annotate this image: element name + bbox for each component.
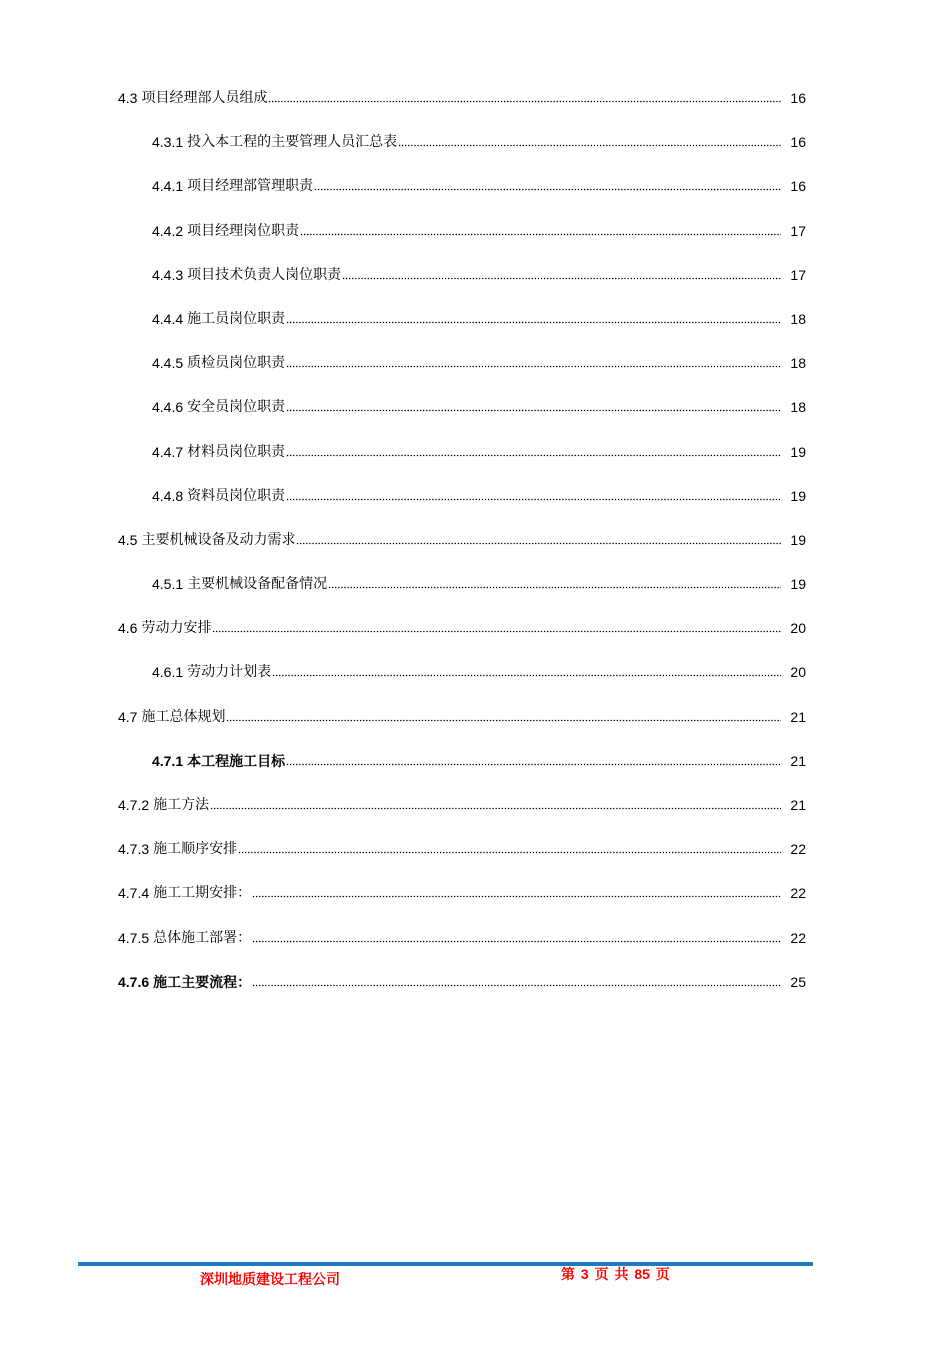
toc-entry-title: 材料员岗位职责 xyxy=(187,443,286,460)
toc-entry[interactable] xyxy=(0,485,950,529)
toc-entry-number: 4.7.3 xyxy=(118,841,150,858)
toc-entry[interactable] xyxy=(0,617,950,661)
toc-dot-leader xyxy=(272,661,781,677)
toc-dot-leader xyxy=(268,87,781,103)
toc-entry-number: 4.3 xyxy=(118,90,138,106)
toc-entry-page: 20 xyxy=(790,664,806,681)
toc-entry-number: 4.7.5 xyxy=(118,929,150,946)
toc-entry-title: 施工顺序安排 xyxy=(153,841,238,858)
toc-entry-page: 21 xyxy=(790,708,806,725)
toc-entry-title: 主要机械设备配备情况 xyxy=(187,576,328,593)
toc-entry-page: 16 xyxy=(790,178,806,195)
toc-entry-number: 4.4.1 xyxy=(152,178,184,195)
toc-entry[interactable] xyxy=(0,396,950,440)
toc-entry-page: 17 xyxy=(790,266,806,283)
toc-entry-page: 19 xyxy=(790,576,806,593)
toc-dot-leader xyxy=(238,838,781,854)
toc-entry-title: 项目经理部管理职责 xyxy=(187,178,314,195)
toc-entry[interactable] xyxy=(0,927,950,971)
toc-dot-leader xyxy=(286,396,781,412)
toc-entry-number: 4.4.7 xyxy=(152,443,184,460)
toc-dot-leader xyxy=(398,131,781,147)
toc-dot-leader xyxy=(252,927,781,943)
toc-entry-title: 施工方法 xyxy=(153,797,210,813)
toc-entry[interactable] xyxy=(0,352,950,396)
toc-entry-number: 4.4.5 xyxy=(152,355,184,372)
toc-entry[interactable] xyxy=(0,175,950,219)
toc-entry-title: 项目技术负责人岗位职责 xyxy=(187,266,342,283)
toc-entry-page: 21 xyxy=(790,797,806,813)
toc-entry-title: 项目经理部人员组成 xyxy=(141,90,268,106)
toc-entry[interactable] xyxy=(0,529,950,573)
toc-entry-title: 劳动力安排 xyxy=(141,620,212,637)
toc-entry-title: 资料员岗位职责 xyxy=(187,487,286,504)
toc-entry-number: 4.5.1 xyxy=(152,576,184,593)
toc-entry[interactable] xyxy=(0,573,950,617)
toc-entry-number: 4.7.6 xyxy=(118,973,150,990)
toc-entry-page: 22 xyxy=(790,929,806,946)
footer-divider xyxy=(78,1262,813,1266)
toc-entry-number: 4.7.2 xyxy=(118,797,150,813)
toc-entry-number: 4.4.6 xyxy=(152,399,184,416)
toc-entry[interactable] xyxy=(0,264,950,308)
toc-entry-title: 施工工期安排： xyxy=(153,885,252,902)
toc-entry-page: 19 xyxy=(790,531,806,548)
toc-dot-leader xyxy=(342,264,781,280)
toc-entry[interactable] xyxy=(0,750,950,794)
toc-entry-number: 4.5 xyxy=(118,531,138,548)
toc-entry-page: 19 xyxy=(790,443,806,460)
toc-entry[interactable] xyxy=(0,971,950,1015)
toc-entry[interactable] xyxy=(0,661,950,705)
toc-entry-title: 安全员岗位职责 xyxy=(187,399,286,416)
toc-entry[interactable] xyxy=(0,706,950,750)
toc-entry-title: 本工程施工目标 xyxy=(187,752,286,769)
toc-entry-number: 4.3.1 xyxy=(152,134,184,151)
toc-entry[interactable] xyxy=(0,838,950,882)
toc-dot-leader xyxy=(286,308,781,324)
footer-company-name: 深圳地质建设工程公司 xyxy=(200,1271,340,1287)
toc-dot-leader xyxy=(210,794,781,810)
toc-dot-leader xyxy=(300,220,781,236)
toc-entry[interactable] xyxy=(0,794,950,838)
toc-entry-page: 18 xyxy=(790,399,806,416)
toc-entry-number: 4.4.8 xyxy=(152,487,184,504)
toc-entry-number: 4.6.1 xyxy=(152,664,184,681)
toc-entry-title: 投入本工程的主要管理人员汇总表 xyxy=(187,134,398,151)
toc-entry-number: 4.7 xyxy=(118,708,138,725)
toc-dot-leader xyxy=(252,882,781,898)
toc-entry-number: 4.4.2 xyxy=(152,222,184,239)
toc-entry-title: 劳动力计划表 xyxy=(187,664,272,681)
toc-dot-leader xyxy=(286,485,781,501)
toc-entry-page: 20 xyxy=(790,620,806,637)
toc-entry-title: 施工主要流程： xyxy=(153,973,252,990)
toc-entry-page: 22 xyxy=(790,885,806,902)
toc-entry-page: 17 xyxy=(790,222,806,239)
footer-page-number: 第 3 页 共 85 页 xyxy=(561,1266,670,1282)
toc-entry-title: 施工员岗位职责 xyxy=(187,310,286,327)
toc-entry[interactable] xyxy=(0,441,950,485)
toc-entry-page: 18 xyxy=(790,355,806,372)
toc-entry-title: 总体施工部署： xyxy=(153,929,252,946)
toc-entry-title: 质检员岗位职责 xyxy=(187,355,286,372)
table-of-contents xyxy=(0,87,950,1015)
toc-entry-number: 4.4.3 xyxy=(152,266,184,283)
toc-entry-page: 16 xyxy=(790,90,806,106)
toc-dot-leader xyxy=(226,706,781,722)
toc-entry-page: 18 xyxy=(790,310,806,327)
toc-entry[interactable] xyxy=(0,308,950,352)
toc-dot-leader xyxy=(296,529,781,545)
toc-entry-number: 4.6 xyxy=(118,620,138,637)
toc-entry-title: 主要机械设备及动力需求 xyxy=(141,531,296,548)
toc-entry[interactable] xyxy=(0,882,950,926)
toc-entry-page: 21 xyxy=(790,752,806,769)
toc-dot-leader xyxy=(212,617,781,633)
toc-entry-page: 25 xyxy=(790,973,806,990)
toc-dot-leader xyxy=(252,971,781,987)
toc-dot-leader xyxy=(328,573,781,589)
toc-entry-page: 16 xyxy=(790,134,806,151)
toc-entry-page: 22 xyxy=(790,841,806,858)
toc-entry-page: 19 xyxy=(790,487,806,504)
toc-dot-leader xyxy=(314,175,781,191)
toc-dot-leader xyxy=(286,352,781,368)
toc-entry-number: 4.7.4 xyxy=(118,885,150,902)
toc-entry[interactable] xyxy=(0,87,950,131)
toc-dot-leader xyxy=(286,750,781,766)
toc-entry-number: 4.7.1 xyxy=(152,752,184,769)
toc-entry-number: 4.4.4 xyxy=(152,310,184,327)
toc-entry[interactable] xyxy=(0,131,950,175)
toc-entry-title: 项目经理岗位职责 xyxy=(187,222,300,239)
toc-dot-leader xyxy=(286,441,781,457)
toc-entry[interactable] xyxy=(0,220,950,264)
toc-entry-title: 施工总体规划 xyxy=(141,708,226,725)
